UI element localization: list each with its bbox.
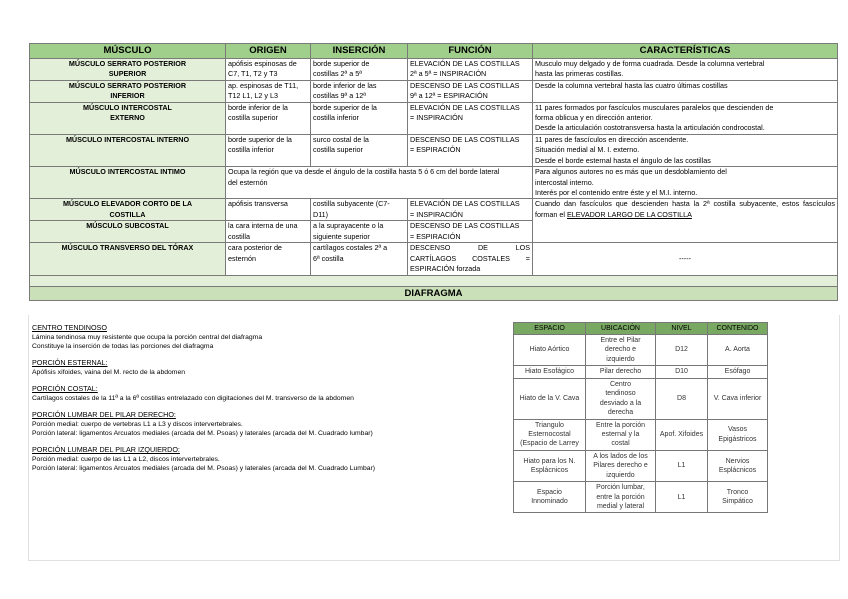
cell-line: Tronco	[726, 488, 749, 496]
muscle-name-cell	[30, 58, 226, 80]
funcion-line: ELEVACIÓN DE LAS COSTILLAS	[410, 102, 520, 112]
table-row	[30, 58, 838, 80]
insercion-line: costillas 9ª a 12ª	[313, 91, 366, 101]
cell-line: Hiato Esofágico	[524, 368, 575, 376]
cell-line: A. Aorta	[725, 346, 750, 354]
insercion-cell	[311, 221, 408, 243]
funcion-cell	[408, 221, 533, 243]
insercion-line: borde superior de	[313, 58, 370, 68]
cell-line: Esplácnicos	[530, 466, 569, 474]
funcion-line: DESCENSO DE LAS COSTILLAS	[410, 80, 520, 90]
section-line: Porción medial: cuerpo de las L1 a L2, discos intervertebrales.	[32, 455, 220, 463]
funcion-line: ESPIRACIÓN forzada	[410, 264, 481, 274]
hiatos-row	[514, 366, 768, 378]
contenido-cell	[708, 366, 768, 378]
cell-line: Entre la porción	[595, 421, 646, 429]
section-title: PORCIÓN LUMBAR DEL PILAR IZQUIERDO:	[32, 444, 180, 454]
funcion-line: = ESPIRACIÓN	[410, 231, 461, 241]
funcion-line: ELEVACIÓN DE LAS COSTILLAS	[410, 199, 520, 209]
diafragma-title-row	[30, 286, 838, 301]
section-title: PORCIÓN ESTERNAL:	[32, 358, 108, 368]
cell-line: Esternocostal	[528, 430, 571, 438]
funcion-line: ELEVACIÓN DE LAS COSTILLAS	[410, 58, 520, 68]
nivel-cell: D12	[656, 335, 708, 366]
origen-line: C7, T1, T2 y T3	[228, 69, 278, 79]
cell-line: entre la porción	[596, 493, 645, 501]
muscle-name-cell	[30, 199, 226, 221]
header-caracteristicas: CARACTERÍSTICAS	[533, 44, 838, 59]
table-row	[30, 199, 838, 221]
muscle-name-line: COSTILLA	[109, 209, 146, 219]
origen-cell	[226, 58, 311, 80]
origen-line: costilla superior	[228, 112, 278, 122]
origen-line: apófisis espinosas de	[228, 58, 297, 68]
elevador-largo-link: ELEVADOR LARGO DE LA COSTILLA	[566, 209, 692, 219]
section-title: CENTRO TENDINOSO	[32, 323, 107, 332]
origen-line: apófisis transversa	[228, 199, 288, 209]
caracteristicas-line: hasta las primeras costillas.	[535, 69, 624, 79]
nivel-cell: L1	[656, 482, 708, 513]
cell-line: izquierdo	[606, 471, 635, 479]
cell-line: tendinoso	[605, 390, 636, 398]
origen-line: ap. espinosas de T11,	[228, 80, 299, 90]
table-row	[30, 80, 838, 102]
hiatos-header: CONTENIDO	[708, 323, 768, 335]
caracteristicas-line: Desde el borde esternal hasta el ángulo de las costillas	[535, 155, 711, 165]
caracteristicas-line: Musculo muy delgado y de forma cuadrada. Desde la columna vertebral	[535, 58, 765, 68]
nivel-cell: L1	[656, 450, 708, 481]
header-origen: ORIGEN	[226, 44, 311, 59]
muscle-name-line: MÚSCULO TRANSVERSO DEL TÓRAX	[61, 243, 194, 253]
origen-line: borde superior de la	[228, 134, 292, 144]
ubicacion-cell	[586, 378, 656, 419]
caracteristicas-line: Desde la columna vertebral hasta las cuatro últimas costillas	[535, 80, 728, 90]
caracteristicas-cell	[533, 102, 838, 134]
cell-line: Hiato de la V. Cava	[519, 394, 580, 402]
origen-line: la cara interna de una	[228, 221, 298, 231]
muscle-table	[29, 43, 838, 301]
cell-line: Vasos	[728, 426, 747, 434]
section-line: Porción lateral: ligamentos Arcuatos mediales (arcada del M. Psoas) y laterales (arcada del M. Cuadrado lumbar)	[32, 429, 373, 437]
hiatos-row	[514, 378, 768, 419]
cell-line: A los lados de los	[593, 452, 648, 460]
hiatos-header-row	[514, 323, 768, 335]
cell-line: Triangulo	[535, 421, 564, 429]
contenido-cell	[708, 335, 768, 366]
cell-line: Epigástricos	[718, 435, 757, 443]
cell-line: Porción lumbar,	[596, 484, 645, 492]
origen-cell	[226, 102, 311, 134]
caracteristicas-cell	[533, 199, 838, 243]
cell-line: izquierdo	[606, 355, 635, 363]
spacer-row	[30, 275, 838, 286]
insercion-cell	[311, 102, 408, 134]
cell-line: medial y lateral	[596, 503, 645, 510]
cell-line: desviado a la	[599, 399, 642, 407]
caracteristicas-line: Interés por el contenido entre éste y el M.I. interno.	[535, 188, 698, 198]
hiatos-header: NIVEL	[656, 323, 708, 335]
caracteristicas-text: Cuando dan fascículos que descienden hasta la 2ª costilla subyacente, estos fascículos forman el	[535, 199, 835, 219]
muscle-name-cell	[30, 80, 226, 102]
muscle-name-line: EXTERNO	[110, 112, 145, 122]
insercion-line: D11)	[313, 209, 329, 219]
funcion-cell	[408, 58, 533, 80]
caracteristicas-cell	[533, 80, 838, 102]
espacio-cell	[514, 482, 586, 513]
cell-line: Hiato Aórtico	[529, 346, 570, 354]
ubicacion-cell	[586, 335, 656, 366]
cell-line: Innominado	[531, 498, 568, 506]
espacio-cell	[514, 419, 586, 450]
section-title: PORCIÓN COSTAL:	[32, 383, 98, 393]
funcion-line: DESCENSO DE LAS COSTILLAS	[410, 134, 520, 144]
table-row	[30, 243, 838, 275]
header-insercion: INSERCIÓN	[311, 44, 408, 59]
cell-line: esternal y la	[601, 430, 640, 438]
section-line: Lámina tendinosa muy resistente que ocupa la porción central del diafragma	[32, 333, 263, 341]
muscle-name-line: MÚSCULO SERRATO POSTERIOR	[68, 58, 187, 68]
cell-line: Nervios	[725, 457, 750, 465]
funcion-cell	[408, 102, 533, 134]
muscle-name-line: MÚSCULO INTERCOSTAL INTIMO	[69, 167, 186, 177]
origen-cell	[226, 80, 311, 102]
insercion-line: costilla subyacente (C7-	[313, 199, 390, 209]
cell-line: Simpático	[722, 498, 753, 506]
funcion-line: = INSPIRACIÓN	[410, 209, 463, 219]
caracteristicas-text: -----	[679, 253, 691, 263]
origen-line: T12 L1, L2 y L3	[228, 91, 278, 101]
muscle-name-line: INFERIOR	[110, 91, 145, 101]
funcion-line: DESCENSO DE LOS	[410, 243, 530, 253]
origen-line: costilla inferior	[228, 145, 274, 155]
muscle-name-line: SUPERIOR	[108, 69, 147, 79]
hiatos-row	[514, 450, 768, 481]
hiatos-row	[514, 482, 768, 513]
muscle-table-header	[30, 44, 838, 59]
contenido-cell	[708, 419, 768, 450]
muscle-name-line: MÚSCULO SERRATO POSTERIOR	[68, 80, 187, 90]
table-row	[30, 102, 838, 134]
spacer-cell	[30, 275, 838, 286]
insercion-line: costilla superior	[313, 145, 363, 155]
origen-cell	[226, 221, 311, 243]
origen-line: borde inferior de la	[228, 102, 288, 112]
funcion-line: DESCENSO DE LAS COSTILLAS	[410, 221, 520, 231]
espacio-cell	[514, 378, 586, 419]
funcion-cell	[408, 134, 533, 166]
origen-line: del esternón	[228, 177, 268, 187]
caracteristicas-cell	[533, 167, 838, 199]
nivel-cell: D8	[656, 378, 708, 419]
insercion-line: costilla inferior	[313, 112, 359, 122]
insercion-cell	[311, 243, 408, 275]
cell-line: Pilares derecho e	[593, 462, 648, 470]
espacio-cell	[514, 450, 586, 481]
muscle-name-cell	[30, 134, 226, 166]
cell-line: Pilar derecho	[599, 368, 642, 376]
ubicacion-cell	[586, 450, 656, 481]
caracteristicas-line: Situación medial al M. I. externo.	[535, 145, 640, 155]
cell-line: derecha	[607, 409, 634, 417]
caracteristicas-line: forma oblicua y en dirección anterior.	[535, 112, 653, 122]
cell-line: derecho e	[604, 346, 637, 354]
muscle-name-line: MÚSCULO SUBCOSTAL	[86, 221, 169, 231]
cell-line: (Espacio de Larrey	[520, 440, 579, 448]
caracteristicas-cell	[533, 58, 838, 80]
contenido-cell	[708, 450, 768, 481]
cell-line: Entre el Pilar	[600, 337, 641, 344]
insercion-line: a la suprayacente o la	[313, 221, 384, 231]
caracteristicas-line: intercostal interno.	[535, 177, 594, 187]
caracteristicas-cell	[533, 134, 838, 166]
section-line: Constituye la inserción de todas las porciones del diafragma	[32, 342, 214, 350]
funcion-cell	[408, 243, 533, 275]
origen-line: esternón	[228, 253, 256, 263]
nivel-cell: D10	[656, 366, 708, 378]
diafragma-description	[32, 323, 502, 473]
hiatos-table	[513, 322, 768, 513]
muscle-name-cell	[30, 221, 226, 243]
cell-line: costal	[611, 440, 630, 448]
origen-line: costilla	[228, 231, 250, 241]
hiatos-header: ESPACIO	[514, 323, 586, 335]
origen-line: Ocupa la región que va desde el ángulo de la costilla hasta 5 ó 6 cm del borde lateral	[228, 167, 500, 177]
hiatos-header: UBICACIÓN	[586, 323, 656, 335]
section-title: PORCIÓN LUMBAR DEL PILAR DERECHO:	[32, 409, 176, 419]
hiatos-row	[514, 419, 768, 450]
muscle-name-line: MÚSCULO ELEVADOR CORTO DE LA	[62, 199, 193, 209]
contenido-cell	[708, 482, 768, 513]
funcion-cell	[408, 80, 533, 102]
insercion-line: surco costal de la	[313, 134, 369, 144]
insercion-cell	[311, 58, 408, 80]
funcion-line: 9ª a 12ª = ESPIRACIÓN	[410, 91, 488, 101]
diafragma-title: DIAFRAGMA	[30, 286, 838, 301]
cell-line: Hiato para los N.	[523, 457, 576, 465]
contenido-cell	[708, 378, 768, 419]
muscle-name-line: MÚSCULO INTERCOSTAL INTERNO	[65, 134, 190, 144]
insercion-cell	[311, 80, 408, 102]
origen-cell	[226, 199, 311, 221]
origen-span-cell	[226, 167, 533, 199]
table-row	[30, 167, 838, 199]
table-row	[30, 134, 838, 166]
funcion-cell	[408, 199, 533, 221]
header-funcion: FUNCIÓN	[408, 44, 533, 59]
insercion-cell	[311, 199, 408, 221]
muscle-name-cell	[30, 102, 226, 134]
caracteristicas-line: 11 pares de fascículos en dirección ascendente.	[535, 134, 689, 144]
origen-line: cara posterior de	[228, 243, 282, 253]
muscle-name-cell	[30, 243, 226, 275]
funcion-line: 2ª a 5ª = INSPIRACIÓN	[410, 69, 487, 79]
muscle-name-cell	[30, 167, 226, 199]
origen-cell	[226, 243, 311, 275]
insercion-cell	[311, 134, 408, 166]
insercion-line: 6ª costilla	[313, 253, 344, 263]
caracteristicas-line: Desde la articulación costotransversa hasta la articulación condrocostal.	[535, 123, 765, 133]
section-line: Apófisis xifoides, vaina del M. recto de la abdomen	[32, 368, 186, 376]
espacio-cell	[514, 366, 586, 378]
insercion-line: borde inferior de las	[313, 80, 377, 90]
espacio-cell	[514, 335, 586, 366]
funcion-line: = INSPIRACIÓN	[410, 112, 463, 122]
cell-line: Centro	[609, 380, 631, 388]
muscle-name-line: MÚSCULO INTERCOSTAL	[83, 102, 172, 112]
insercion-line: costillas 2ª a 5ª	[313, 69, 362, 79]
hiatos-row	[514, 335, 768, 366]
funcion-line: CARTÍLAGOS COSTALES =	[410, 253, 530, 263]
caracteristicas-line: 11 pares formados por fascículos musculares paralelos que descienden de	[535, 102, 774, 112]
caracteristicas-cell	[533, 243, 838, 275]
insercion-line: cartílagos costales 2ª a	[313, 243, 388, 253]
cell-line: Esplácnicos	[718, 466, 757, 474]
section-line: Porción lateral: ligamentos Arcuatos mediales (arcada del M. Psoas) y laterales (arcada del M. Cuadrado Lumbar)	[32, 464, 376, 472]
nivel-cell: Apof. Xifoides	[656, 419, 708, 450]
ubicacion-cell	[586, 482, 656, 513]
section-line: Cartílagos costales de la 11ª a la 6ª costillas entrelazado con digitaciones del M. transverso de la abdomen	[32, 394, 354, 402]
ubicacion-cell	[586, 419, 656, 450]
insercion-line: siguiente superior	[313, 231, 370, 241]
cell-line: Esófago	[724, 368, 751, 376]
insercion-line: borde superior de la	[313, 102, 377, 112]
cell-line: Espacio	[537, 488, 562, 496]
section-line: Porción medial: cuerpo de vertebras L1 a L3 y discos intervertebrales.	[32, 420, 243, 428]
cell-line: V. Cava inferior	[713, 394, 762, 402]
funcion-line: = ESPIRACIÓN	[410, 145, 461, 155]
origen-cell	[226, 134, 311, 166]
caracteristicas-line: Para algunos autores no es más que un desdoblamiento del	[535, 167, 727, 177]
ubicacion-cell	[586, 366, 656, 378]
header-musculo: MÚSCULO	[30, 44, 226, 59]
